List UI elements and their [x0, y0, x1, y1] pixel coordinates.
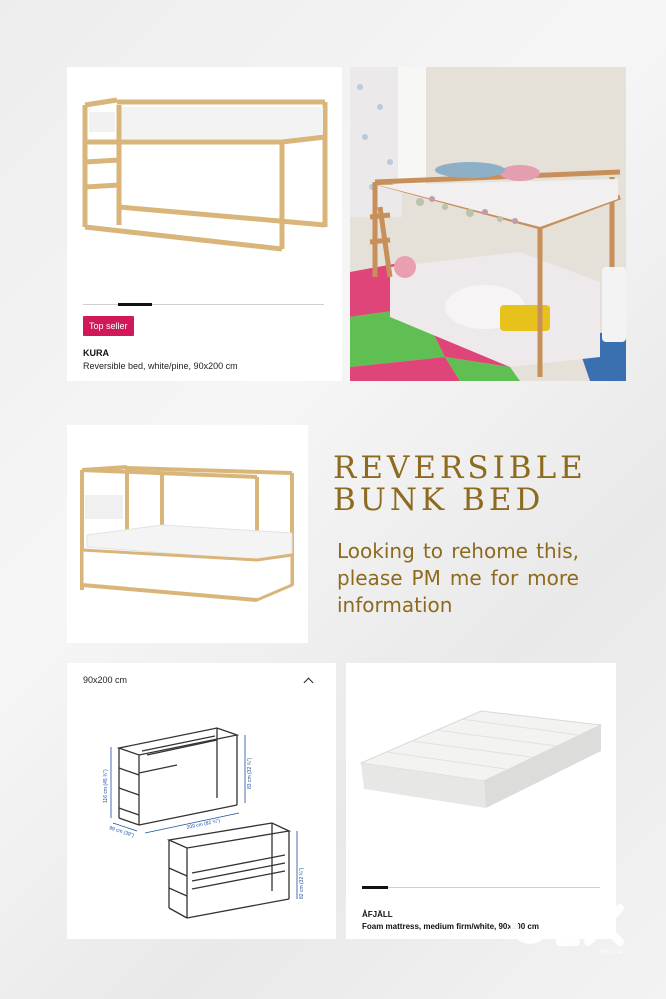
listing-heading — [333, 452, 603, 516]
width-label: 99 cm (39") — [108, 825, 135, 839]
reversible-bed-low-image — [67, 425, 308, 643]
low-height-label: 82 cm (32 ¼") — [299, 867, 305, 899]
side-height-label: 83 cm (32 ¾") — [247, 757, 253, 789]
heading-line-1: REVERSIBLE — [333, 450, 587, 486]
watermark-region: INDIA — [600, 949, 624, 956]
low-bed-card — [67, 425, 308, 643]
mattress-product-card[interactable] — [346, 663, 616, 939]
bunk-bed-in-room-photo — [350, 67, 626, 381]
length-label: 209 cm (82 ¼") — [186, 818, 221, 831]
heading-line-2: BUNK BED — [333, 482, 545, 518]
dimensions-card — [67, 663, 336, 939]
image-carousel-indicator[interactable] — [362, 886, 388, 889]
loft-bed-image — [67, 67, 342, 267]
image-carousel-indicator[interactable] — [118, 303, 152, 306]
top-seller-badge: Top seller — [83, 316, 134, 336]
olx-logo-icon — [508, 900, 632, 950]
room-photo — [350, 67, 626, 381]
height-label: 116 cm (45 ¾") — [103, 769, 109, 803]
listing-message: Looking to rehome this, please PM me for more information — [337, 539, 579, 617]
kura-product-card[interactable] — [67, 67, 342, 381]
product-description: Reversible bed, white/pine, 90x200 cm — [83, 361, 238, 371]
product-name[interactable]: KURA — [83, 348, 109, 358]
product-name[interactable]: ÅFJÄLL — [362, 910, 393, 919]
foam-mattress-image — [346, 663, 616, 843]
dimension-drawing — [67, 663, 336, 939]
size-label: 90x200 cm — [83, 675, 128, 685]
olx-watermark — [508, 900, 632, 962]
product-description: Foam mattress, medium firm/white, 90x200 cm — [362, 922, 539, 931]
image-carousel-track[interactable] — [362, 887, 600, 888]
